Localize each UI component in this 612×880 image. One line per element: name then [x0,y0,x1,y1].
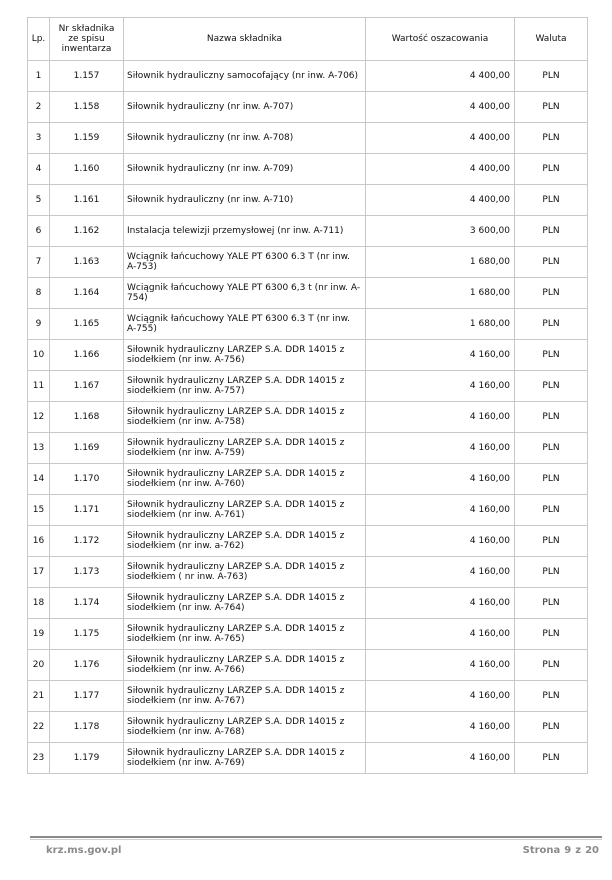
footer-divider-light [30,839,602,840]
row-lp: 21 [28,681,50,712]
row-item-name: Siłownik hydrauliczny LARZEP S.A. DDR 14015 z siodełkiem (nr inw. A-764) [124,588,366,619]
page-total: 20 [585,845,599,856]
row-inventory-number: 1.178 [50,712,124,743]
row-value: 4 160,00 [366,619,515,650]
table-row [28,371,588,402]
row-item-name: Siłownik hydrauliczny LARZEP S.A. DDR 14015 z siodełkiem (nr inw. A-760) [124,464,366,495]
row-currency: PLN [515,557,588,588]
table-row [28,681,588,712]
row-value: 4 160,00 [366,402,515,433]
row-inventory-number: 1.159 [50,123,124,154]
footer-divider [30,836,602,838]
row-value: 4 400,00 [366,123,515,154]
row-item-name: Siłownik hydrauliczny LARZEP S.A. DDR 14015 z siodełkiem (nr inw. A-761) [124,495,366,526]
table-row [28,464,588,495]
row-value: 4 160,00 [366,681,515,712]
row-item-name: Siłownik hydrauliczny LARZEP S.A. DDR 14015 z siodełkiem (nr inw. A-767) [124,681,366,712]
row-item-name: Siłownik hydrauliczny LARZEP S.A. DDR 14015 z siodełkiem (nr inw. A-768) [124,712,366,743]
row-value: 3 600,00 [366,216,515,247]
row-currency: PLN [515,216,588,247]
row-inventory-number: 1.168 [50,402,124,433]
row-inventory-number: 1.179 [50,743,124,774]
row-inventory-number: 1.167 [50,371,124,402]
row-lp: 7 [28,247,50,278]
row-currency: PLN [515,650,588,681]
row-inventory-number: 1.158 [50,92,124,123]
row-value: 4 160,00 [366,464,515,495]
row-item-name: Siłownik hydrauliczny LARZEP S.A. DDR 14015 z siodełkiem ( nr inw. A-763) [124,557,366,588]
row-currency: PLN [515,681,588,712]
header-item-name: Nazwa składnika [124,18,366,61]
row-value: 1 680,00 [366,309,515,340]
row-value: 1 680,00 [366,278,515,309]
table-row [28,495,588,526]
row-currency: PLN [515,154,588,185]
row-inventory-number: 1.161 [50,185,124,216]
row-lp: 4 [28,154,50,185]
row-item-name: Siłownik hydrauliczny LARZEP S.A. DDR 14015 z siodełkiem (nr inw. A-766) [124,650,366,681]
row-value: 4 160,00 [366,557,515,588]
row-value: 4 160,00 [366,526,515,557]
row-inventory-number: 1.163 [50,247,124,278]
row-currency: PLN [515,371,588,402]
table-row [28,340,588,371]
row-lp: 13 [28,433,50,464]
table-header-row [28,18,588,61]
row-inventory-number: 1.173 [50,557,124,588]
row-value: 4 160,00 [366,650,515,681]
row-currency: PLN [515,433,588,464]
row-currency: PLN [515,309,588,340]
row-currency: PLN [515,92,588,123]
footer-page-number [519,845,599,856]
page-label: Strona [522,845,561,856]
page-current: 9 [564,845,572,856]
row-value: 4 160,00 [366,371,515,402]
table-row [28,247,588,278]
table-row [28,154,588,185]
inventory-table [27,17,588,774]
row-lp: 18 [28,588,50,619]
row-item-name: Siłownik hydrauliczny LARZEP S.A. DDR 14015 z siodełkiem (nr inw. A-757) [124,371,366,402]
row-lp: 14 [28,464,50,495]
row-currency: PLN [515,588,588,619]
row-lp: 9 [28,309,50,340]
row-inventory-number: 1.169 [50,433,124,464]
table-row [28,92,588,123]
row-value: 4 160,00 [366,588,515,619]
table-row [28,557,588,588]
row-currency: PLN [515,402,588,433]
row-inventory-number: 1.172 [50,526,124,557]
row-value: 4 160,00 [366,433,515,464]
row-inventory-number: 1.162 [50,216,124,247]
row-lp: 20 [28,650,50,681]
row-item-name: Siłownik hydrauliczny LARZEP S.A. DDR 14015 z siodełkiem (nr inw. A-756) [124,340,366,371]
row-currency: PLN [515,340,588,371]
row-lp: 23 [28,743,50,774]
row-inventory-number: 1.177 [50,681,124,712]
row-lp: 11 [28,371,50,402]
header-lp: Lp. [28,18,50,61]
row-lp: 6 [28,216,50,247]
table-row [28,402,588,433]
row-currency: PLN [515,278,588,309]
row-value: 4 400,00 [366,154,515,185]
table-row [28,588,588,619]
row-lp: 12 [28,402,50,433]
row-inventory-number: 1.170 [50,464,124,495]
row-inventory-number: 1.176 [50,650,124,681]
row-value: 4 400,00 [366,92,515,123]
row-value: 4 400,00 [366,61,515,92]
row-lp: 17 [28,557,50,588]
row-currency: PLN [515,526,588,557]
table-row [28,216,588,247]
row-value: 4 160,00 [366,340,515,371]
table-row [28,526,588,557]
header-currency: Waluta [515,18,588,61]
row-item-name: Wciągnik łańcuchowy YALE PT 6300 6.3 T (nr inw. A-755) [124,309,366,340]
row-value: 4 400,00 [366,185,515,216]
table-row [28,619,588,650]
header-estimated-value: Wartość oszacowania [366,18,515,61]
row-value: 4 160,00 [366,712,515,743]
row-value: 4 160,00 [366,743,515,774]
row-value: 4 160,00 [366,495,515,526]
row-item-name: Wciągnik łańcuchowy YALE PT 6300 6.3 T (nr inw. A-753) [124,247,366,278]
header-inventory-number: Nr składnika ze spisu inwentarza [50,18,124,61]
row-inventory-number: 1.165 [50,309,124,340]
row-item-name: Siłownik hydrauliczny (nr inw. A-708) [124,123,366,154]
row-currency: PLN [515,61,588,92]
row-currency: PLN [515,619,588,650]
row-item-name: Siłownik hydrauliczny LARZEP S.A. DDR 14015 z siodełkiem (nr inw. A-758) [124,402,366,433]
row-item-name: Instalacja telewizji przemysłowej (nr inw. A-711) [124,216,366,247]
row-item-name: Wciągnik łańcuchowy YALE PT 6300 6,3 t (nr inw. A-754) [124,278,366,309]
row-item-name: Siłownik hydrauliczny LARZEP S.A. DDR 14015 z siodełkiem (nr inw. A-765) [124,619,366,650]
table-row [28,278,588,309]
table-row [28,61,588,92]
row-currency: PLN [515,495,588,526]
row-item-name: Siłownik hydrauliczny (nr inw. A-710) [124,185,366,216]
row-lp: 1 [28,61,50,92]
row-lp: 15 [28,495,50,526]
row-inventory-number: 1.175 [50,619,124,650]
row-item-name: Siłownik hydrauliczny samocofający (nr inw. A-706) [124,61,366,92]
row-inventory-number: 1.166 [50,340,124,371]
row-lp: 8 [28,278,50,309]
row-inventory-number: 1.157 [50,61,124,92]
row-currency: PLN [515,123,588,154]
row-item-name: Siłownik hydrauliczny LARZEP S.A. DDR 14015 z siodełkiem (nr inw. a-762) [124,526,366,557]
row-currency: PLN [515,185,588,216]
row-lp: 19 [28,619,50,650]
row-lp: 22 [28,712,50,743]
table-row [28,309,588,340]
row-lp: 16 [28,526,50,557]
row-item-name: Siłownik hydrauliczny (nr inw. A-707) [124,92,366,123]
table-row [28,743,588,774]
row-currency: PLN [515,712,588,743]
row-value: 1 680,00 [366,247,515,278]
row-currency: PLN [515,743,588,774]
table-row [28,185,588,216]
row-item-name: Siłownik hydrauliczny (nr inw. A-709) [124,154,366,185]
row-item-name: Siłownik hydrauliczny LARZEP S.A. DDR 14015 z siodełkiem (nr inw. A-769) [124,743,366,774]
row-lp: 10 [28,340,50,371]
row-lp: 3 [28,123,50,154]
row-inventory-number: 1.160 [50,154,124,185]
row-currency: PLN [515,464,588,495]
row-currency: PLN [515,247,588,278]
row-inventory-number: 1.174 [50,588,124,619]
row-lp: 2 [28,92,50,123]
table-row [28,712,588,743]
table-row [28,123,588,154]
table-row [28,433,588,464]
row-inventory-number: 1.164 [50,278,124,309]
row-item-name: Siłownik hydrauliczny LARZEP S.A. DDR 14015 z siodełkiem (nr inw. A-759) [124,433,366,464]
table-row [28,650,588,681]
page-separator: z [575,845,582,856]
row-inventory-number: 1.171 [50,495,124,526]
row-lp: 5 [28,185,50,216]
footer-site-link[interactable]: krz.ms.gov.pl [46,845,122,856]
